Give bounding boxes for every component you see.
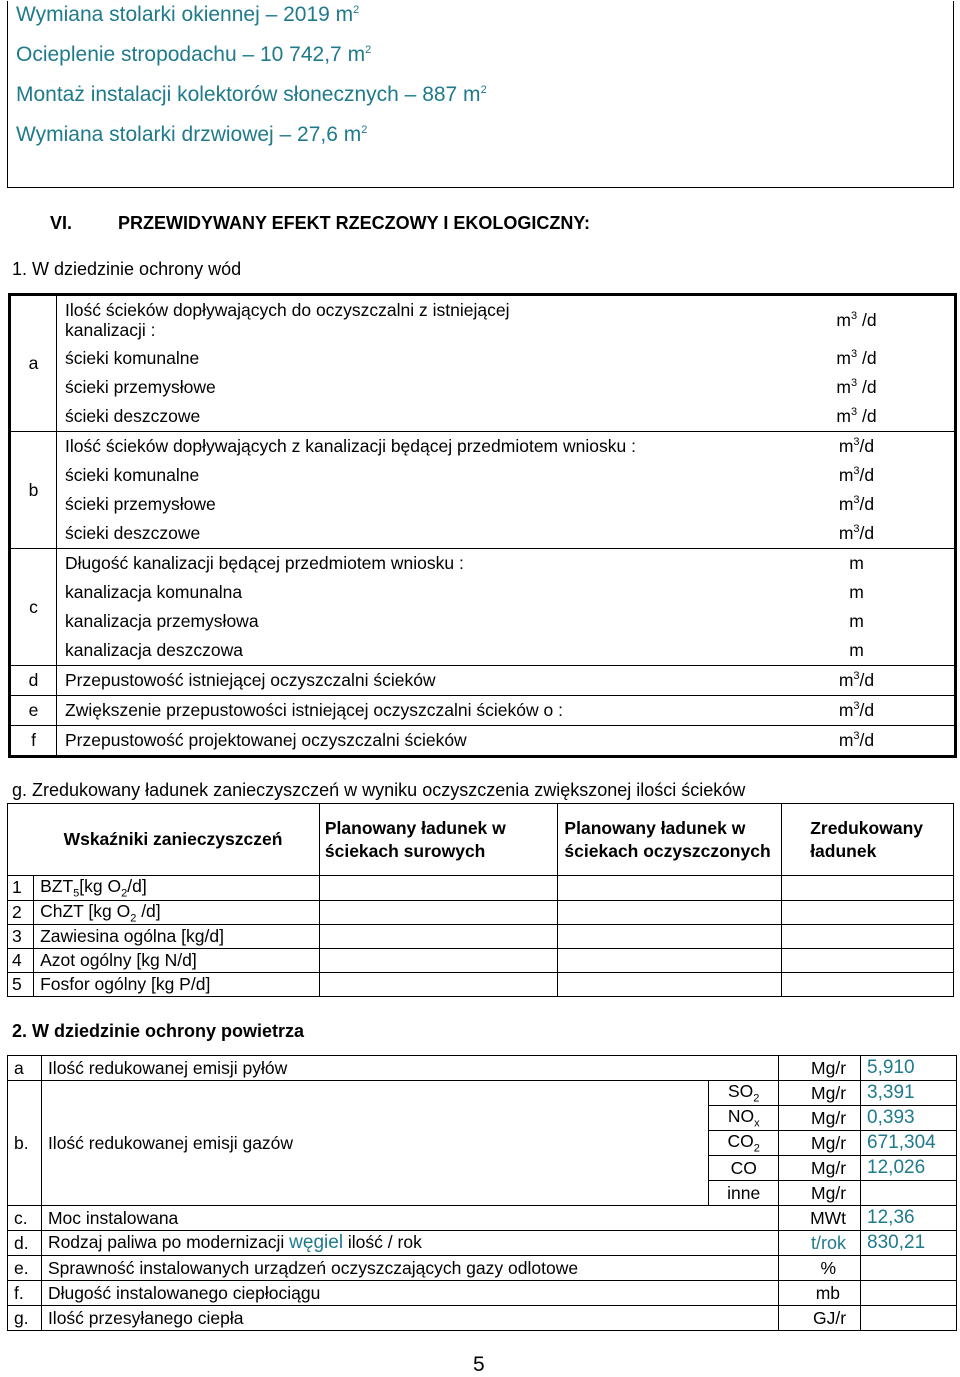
header-treated: Planowany ładunek w ściekach oczyszczonych	[558, 804, 782, 876]
row-unit: $m^3/d$	[838, 465, 875, 485]
row-label: b.	[8, 1131, 42, 1156]
row-value: 830,21	[861, 1231, 957, 1256]
row-unit: m	[849, 640, 864, 660]
row-text: kanalizacja deszczowa	[65, 640, 244, 660]
row-value: 0,393	[861, 1106, 957, 1131]
row-unit: m	[759, 549, 956, 579]
row-text: Ilość redukowanej emisji pyłów	[41, 1056, 778, 1081]
row-number: 2	[8, 900, 34, 925]
row-label: f.	[8, 1281, 42, 1306]
fuel-type: węgiel	[289, 1232, 344, 1253]
row-unit: Mg/r	[779, 1156, 861, 1181]
raw-cell	[319, 876, 558, 901]
row-text: Zwiększenie przepustowości istniejącej oczyszczalni ścieków o :	[57, 696, 760, 726]
row-label	[8, 1156, 42, 1181]
row-text	[41, 1156, 708, 1181]
treated-cell	[558, 949, 782, 973]
row-text: kanalizacja przemysłowa	[65, 611, 259, 631]
row-label: c.	[8, 1206, 42, 1231]
measure-line: Wymiana stolarki okiennej – 2019 $m^2$	[16, 3, 360, 26]
reduced-cell	[782, 925, 954, 949]
gas-name: $NO_x$	[709, 1106, 779, 1131]
row-text: Rodzaj paliwa po modernizacji węgiel ilość / rok	[41, 1231, 778, 1256]
row-unit: mb	[779, 1281, 861, 1306]
row-number: 4	[8, 949, 34, 973]
air-heading: 2. W dziedzinie ochrony powietrza	[12, 1021, 305, 1041]
row-text: Przepustowość istniejącej oczyszczalni ścieków	[57, 666, 760, 696]
indicator-name: Fosfor ogólny [kg P/d]	[34, 973, 320, 997]
row-unit: $m^3/d$	[759, 666, 956, 696]
header-raw: Planowany ładunek w ściekach surowych	[319, 804, 558, 876]
indicator-name: Zawiesina ogólna [kg/d]	[34, 925, 320, 949]
row-unit: $m^3/d$	[759, 432, 956, 462]
row-text: ścieki komunalne	[65, 465, 200, 485]
row-number: 3	[8, 925, 34, 949]
indicator-name: Azot ogólny [kg N/d]	[34, 949, 320, 973]
row-text: Przepustowość projektowanej oczyszczalni ścieków	[57, 726, 760, 757]
row-text: ścieki deszczowe	[65, 406, 201, 426]
row-text	[41, 1081, 708, 1106]
row-label	[8, 1081, 42, 1106]
row-text: Długość kanalizacji będącej przedmiotem wniosku :	[57, 549, 760, 579]
row-value: 5,910	[861, 1056, 957, 1081]
raw-cell	[319, 949, 558, 973]
row-text	[41, 1106, 708, 1131]
reduced-cell	[782, 876, 954, 901]
treated-cell	[558, 900, 782, 925]
row-unit: $m^3$ /d	[836, 377, 877, 397]
row-text: Ilość ścieków dopływających do oczyszczalni z istniejącej kanalizacji :	[65, 300, 510, 340]
row-value: 671,304	[861, 1131, 957, 1156]
row-label: d.	[8, 1231, 42, 1256]
header-reduced: Zredukowany ładunek	[782, 804, 954, 876]
row-text: Długość instalowanego ciepłociągu	[41, 1281, 778, 1306]
row-unit: Mg/r	[779, 1056, 861, 1081]
group-label: a	[10, 295, 57, 432]
row-unit: $m^3$ /d	[836, 309, 877, 330]
row-text: Ilość redukowanej emisji gazów	[41, 1131, 708, 1156]
reduced-cell	[782, 973, 954, 997]
row-unit: t/rok	[779, 1231, 861, 1256]
row-unit: Mg/r	[779, 1131, 861, 1156]
row-text: ścieki komunalne	[65, 348, 200, 368]
row-text: Ilość ścieków dopływających z kanalizacji będącej przedmiotem wniosku :	[57, 432, 760, 462]
treated-cell	[558, 925, 782, 949]
row-unit: $m^3/d$	[838, 523, 875, 543]
row-unit: Mg/r	[779, 1081, 861, 1106]
row-text: ścieki deszczowe	[65, 523, 201, 543]
row-unit: m	[849, 582, 864, 602]
load-heading: g. Zredukowany ładunek zanieczyszczeń w wyniku oczyszczenia zwiększonej ilości ścieków	[12, 780, 746, 800]
group-label: c	[10, 549, 57, 666]
row-text: Moc instalowana	[41, 1206, 778, 1231]
raw-cell	[319, 973, 558, 997]
row-text: Ilość przesyłanego ciepła	[41, 1306, 778, 1331]
row-value	[861, 1306, 957, 1331]
row-label: e.	[8, 1256, 42, 1281]
row-value: 12,36	[861, 1206, 957, 1231]
row-value	[861, 1281, 957, 1306]
row-label: g.	[8, 1306, 42, 1331]
measure-line: Montaż instalacji kolektorów słonecznych – 887 $m^2$	[16, 83, 487, 106]
measure-line: Ocieplenie stropodachu – 10 742,7 $m^2$	[16, 43, 372, 66]
header-spacer	[8, 804, 34, 876]
row-unit: Mg/r	[779, 1106, 861, 1131]
reduced-cell	[782, 949, 954, 973]
water-table	[8, 293, 957, 758]
treated-cell	[558, 876, 782, 901]
load-table	[7, 803, 954, 997]
water-heading: 1. W dziedzinie ochrony wód	[12, 259, 242, 279]
treated-cell	[558, 973, 782, 997]
row-unit: $m^3$ /d	[836, 348, 877, 368]
section-number: VI.	[50, 213, 73, 233]
gas-name: CO	[709, 1156, 779, 1181]
row-text	[41, 1181, 708, 1206]
raw-cell	[319, 925, 558, 949]
row-unit: $m^3/d$	[838, 494, 875, 514]
row-unit: GJ/r	[779, 1306, 861, 1331]
page-number: 5	[473, 1353, 485, 1376]
gas-name: $SO_2$	[709, 1081, 779, 1106]
row-unit: m	[849, 611, 864, 631]
group-label: b	[10, 432, 57, 549]
row-unit: $m^3/d$	[759, 696, 956, 726]
row-label	[8, 1106, 42, 1131]
indicator-name: ChZT [kg $O_2$ /d]	[34, 900, 320, 925]
row-value: 12,026	[861, 1156, 957, 1181]
row-label: a	[8, 1056, 42, 1081]
row-text: Sprawność instalowanych urządzeń oczyszczających gazy odlotowe	[41, 1256, 778, 1281]
row-number: 5	[8, 973, 34, 997]
row-value	[861, 1256, 957, 1281]
measure-line: Wymiana stolarki drzwiowej – 27,6 $m^2$	[16, 123, 368, 146]
raw-cell	[319, 900, 558, 925]
row-label	[8, 1181, 42, 1206]
row-value: 3,391	[861, 1081, 957, 1106]
header-indicators: Wskaźniki zanieczyszczeń	[34, 804, 320, 876]
row-value	[861, 1181, 957, 1206]
reduced-cell	[782, 900, 954, 925]
indicator-name: $BZT_5[kg$ $O_2/d$]	[34, 876, 320, 901]
row-unit: %	[779, 1256, 861, 1281]
gas-name: inne	[709, 1181, 779, 1206]
row-unit: $m^3/d$	[759, 726, 956, 757]
section-title: PRZEWIDYWANY EFEKT RZECZOWY I EKOLOGICZNY:	[118, 213, 591, 233]
measures-box	[7, 1, 954, 188]
gas-name: $CO_2$	[709, 1131, 779, 1156]
row-text: ścieki przemysłowe	[65, 377, 216, 397]
group-label: f	[10, 726, 57, 757]
row-unit: MWt	[779, 1206, 861, 1231]
row-text: ścieki przemysłowe	[65, 494, 216, 514]
row-unit: $m^3$ /d	[836, 406, 877, 426]
air-table	[7, 1055, 957, 1331]
row-unit: Mg/r	[779, 1181, 861, 1206]
group-label: d	[10, 666, 57, 696]
row-text: kanalizacja komunalna	[65, 582, 243, 602]
group-label: e	[10, 696, 57, 726]
row-number: 1	[8, 876, 34, 901]
